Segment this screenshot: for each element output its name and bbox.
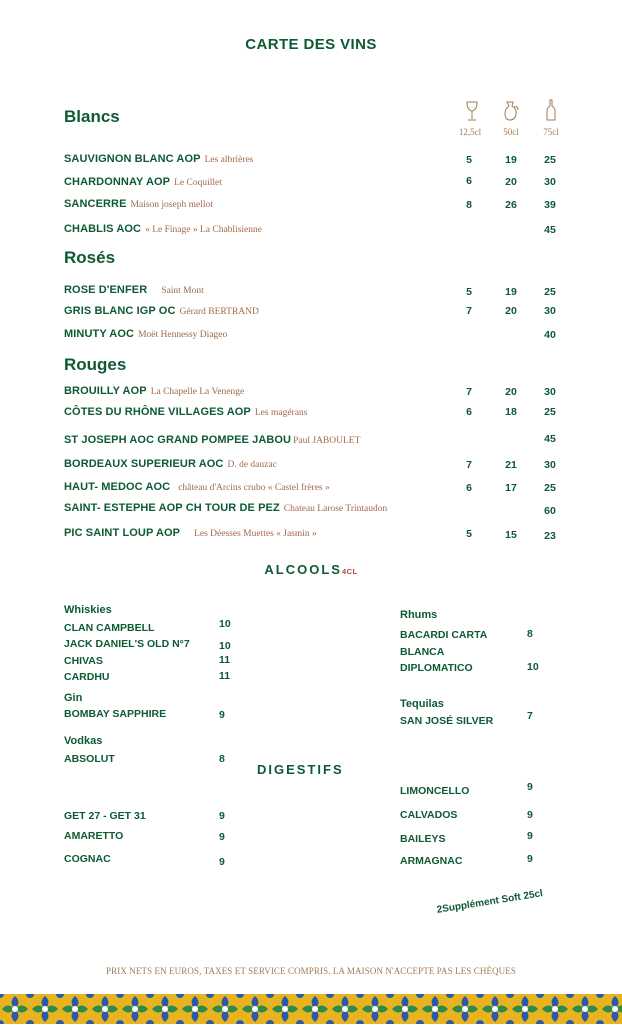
price-bottle: 30: [544, 386, 556, 398]
section-blancs: Blancs: [64, 107, 120, 126]
price-carafe: 20: [505, 386, 517, 398]
spirit-name: CHIVAS: [64, 655, 103, 667]
spirit-price: 10: [527, 661, 539, 673]
price-carafe: 19: [505, 286, 517, 298]
price-bottle: 45: [544, 433, 556, 445]
spirit-name: BACARDI CARTA: [400, 629, 488, 641]
wine-producer: Chateau Larose Trintaudon: [283, 504, 388, 514]
section-roses: Rosés: [64, 248, 116, 267]
spirit-name: DIPLOMATICO: [400, 662, 473, 674]
category-vodkas: Vodkas: [64, 735, 103, 747]
spirit-name: CLAN CAMPBELL: [64, 622, 155, 634]
category-rhums: Rhums: [400, 609, 438, 621]
spirit-name: BLANCA: [400, 646, 445, 658]
wine-producer: Gérard BERTRAND: [179, 307, 259, 317]
wine-name: MINUTY AOC Moët Hennessy Diageo: [64, 328, 228, 340]
price-glass: 7: [466, 459, 472, 471]
price-bottle: 45: [544, 224, 556, 236]
wine-producer: Saint Mont: [161, 286, 204, 296]
wine-producer: Les magérans: [254, 408, 308, 418]
decorative-tile-border: [0, 994, 622, 1024]
section-digestifs: DIGESTIFS: [257, 762, 344, 777]
wine-producer: D. de dauzac: [227, 460, 277, 470]
price-carafe: 19: [505, 154, 517, 166]
wine-name: BROUILLY AOP La Chapelle La Venenge: [64, 385, 245, 397]
spirit-name: ABSOLUT: [64, 753, 115, 765]
price-bottle: 25: [544, 286, 556, 298]
category-gin: Gin: [64, 692, 83, 704]
price-glass: 6: [466, 175, 472, 187]
wine-producer: « Le Finage » La Chablisienne: [145, 225, 262, 235]
section-alcools: ALCOOLS4CL: [264, 562, 358, 577]
price-bottle: 25: [544, 406, 556, 418]
footer-note: PRIX NETS EN EUROS, TAXES ET SERVICE COMPRIS. LA MAISON N'ACCEPTE PAS LES CHÈQUES: [106, 966, 516, 976]
bottle-icon: [533, 99, 569, 126]
spirit-price: 8: [219, 753, 225, 765]
spirit-name: BOMBAY SAPPHIRE: [64, 708, 167, 720]
digestif-price: 9: [219, 831, 225, 843]
price-bottle: 60: [544, 505, 556, 517]
alcools-unit: 4CL: [341, 567, 358, 576]
price-carafe: 15: [505, 529, 517, 541]
wine-producer: Le Coquillet: [174, 178, 222, 188]
digestif-price: 9: [219, 856, 225, 868]
digestif-price: 9: [527, 781, 533, 793]
wine-name: SANCERRE Maison joseph mellot: [64, 198, 213, 210]
price-carafe: 26: [505, 199, 517, 211]
digestif-name: COGNAC: [64, 853, 111, 865]
spirit-name: CARDHU: [64, 671, 110, 683]
spirit-price: 10: [219, 618, 231, 630]
price-glass: 8: [466, 199, 472, 211]
carafe-icon: [493, 101, 529, 126]
wine-name: PIC SAINT LOUP AOP Les Déesses Muettes « Jasmin »: [64, 527, 317, 539]
wine-name: GRIS BLANC IGP OC Gérard BERTRAND: [64, 305, 259, 317]
wine-name: SAINT- ESTEPHE AOP CH TOUR DE PEZ Chateau Larose Trintaudon: [64, 502, 388, 514]
price-glass: 5: [466, 154, 472, 166]
wine-name: ST JOSEPH AOC GRAND POMPEE JABOU Paul JABOULET: [64, 434, 361, 446]
price-glass: 7: [466, 305, 472, 317]
price-bottle: 23: [544, 530, 556, 542]
spirit-price: 9: [219, 709, 225, 721]
wine-name: ROSE D'ENFER Saint Mont: [64, 284, 204, 296]
digestif-price: 9: [527, 809, 533, 821]
price-glass: 7: [466, 386, 472, 398]
wine-producer: La Chapelle La Venenge: [150, 387, 245, 397]
spirit-name: JACK DANIEL'S OLD N°7: [64, 638, 190, 650]
col-header-50cl: 50cl: [503, 127, 519, 137]
price-glass: 6: [466, 406, 472, 418]
digestif-price: 9: [527, 830, 533, 842]
price-bottle: 30: [544, 459, 556, 471]
price-carafe: 21: [505, 459, 517, 471]
digestif-price: 9: [527, 853, 533, 865]
price-bottle: 25: [544, 482, 556, 494]
wine-name: CHABLIS AOC « Le Finage » La Chablisienne: [64, 223, 262, 235]
wine-name: CÔTES DU RHÔNE VILLAGES AOP Les magérans: [64, 406, 308, 418]
wine-producer: Les albrières: [204, 155, 254, 165]
wine-name: BORDEAUX SUPERIEUR AOC D. de dauzac: [64, 458, 277, 470]
price-glass: 5: [466, 528, 472, 540]
price-carafe: 20: [505, 305, 517, 317]
digestif-price: 9: [219, 810, 225, 822]
price-glass: 5: [466, 286, 472, 298]
col-header-12cl: 12,5cl: [458, 127, 482, 137]
supplement-note: 2Supplément Soft 25cl: [436, 888, 544, 916]
spirit-price: 10: [219, 640, 231, 652]
price-bottle: 40: [544, 329, 556, 341]
wine-name: HAUT- MEDOC AOC château d'Arcins crubo « Castel frères »: [64, 481, 330, 493]
wine-producer: Les Déesses Muettes « Jasmin »: [194, 529, 317, 539]
col-header-75cl: 75cl: [543, 127, 559, 137]
price-glass: 6: [466, 482, 472, 494]
wine-producer: Moët Hennessy Diageo: [138, 330, 228, 340]
wine-producer: château d'Arcins crubo « Castel frères »: [178, 483, 330, 493]
wine-producer: Maison joseph mellot: [130, 200, 213, 210]
spirit-name: SAN JOSÉ SILVER: [400, 715, 494, 727]
category-whiskies: Whiskies: [64, 604, 112, 616]
spirit-price: 11: [219, 670, 231, 682]
digestif-name: LIMONCELLO: [400, 785, 470, 797]
category-tequilas: Tequilas: [400, 698, 444, 710]
digestif-name: BAILEYS: [400, 833, 446, 845]
spirit-price: 11: [219, 654, 231, 666]
page-title: CARTE DES VINS: [245, 36, 377, 53]
price-bottle: 25: [544, 154, 556, 166]
price-carafe: 20: [505, 176, 517, 188]
wine-glass-icon: [454, 101, 490, 126]
wine-name: SAUVIGNON BLANC AOP Les albrières: [64, 153, 254, 165]
price-bottle: 30: [544, 176, 556, 188]
digestif-name: GET 27 - GET 31: [64, 810, 146, 822]
wine-producer: Paul JABOULET: [293, 436, 361, 446]
wine-name: CHARDONNAY AOP Le Coquillet: [64, 176, 222, 188]
digestif-name: AMARETTO: [64, 830, 124, 842]
spirit-price: 8: [527, 628, 533, 640]
price-carafe: 18: [505, 406, 517, 418]
section-rouges: Rouges: [64, 355, 127, 374]
price-carafe: 17: [505, 482, 517, 494]
digestif-name: ARMAGNAC: [400, 855, 463, 867]
price-bottle: 39: [544, 199, 556, 211]
spirit-price: 7: [527, 710, 533, 722]
digestif-name: CALVADOS: [400, 809, 458, 821]
price-bottle: 30: [544, 305, 556, 317]
